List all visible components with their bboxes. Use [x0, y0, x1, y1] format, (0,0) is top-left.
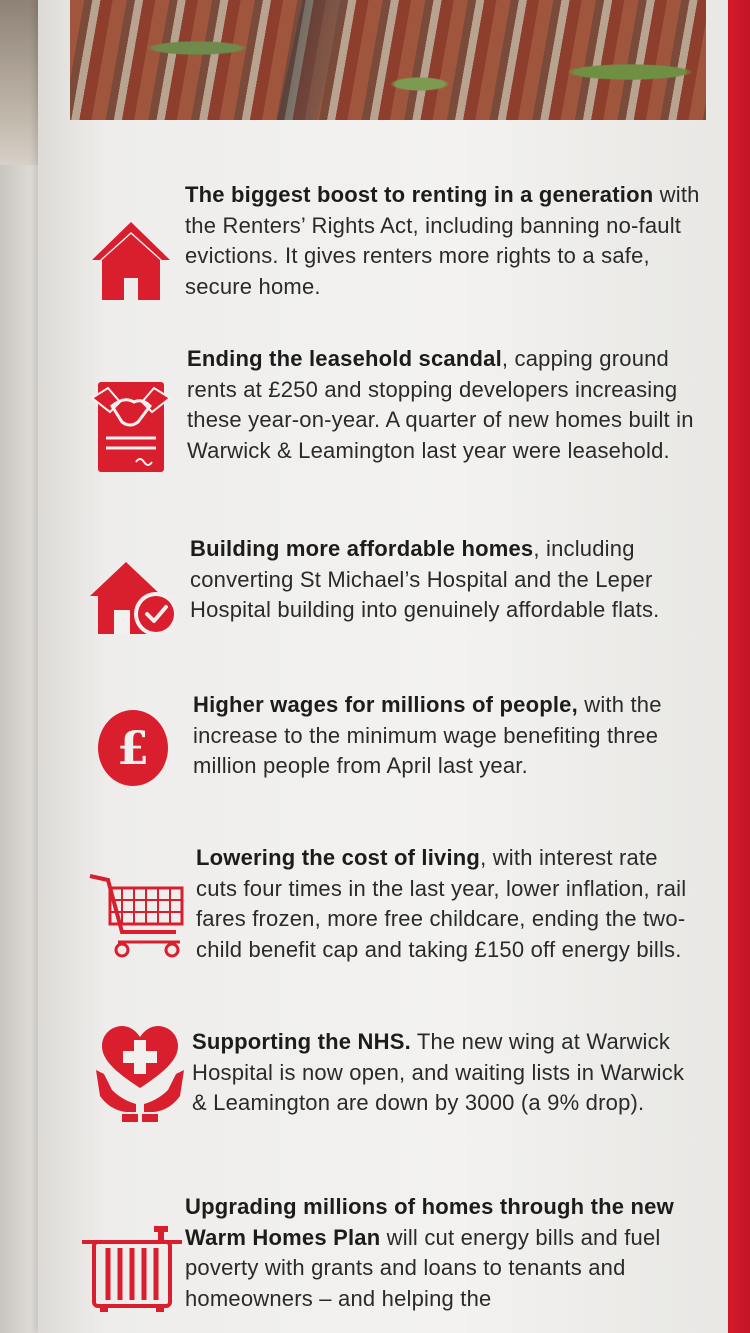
item-heading: Building more affordable homes: [190, 536, 534, 561]
item-body: with the Renters’ Rights Act, including banning no-fault evictions. It gives renters more rights to a safe, secure home.: [185, 182, 700, 299]
item-body: , including converting St Michael’s Hospital and the Leper Hospital building into genuinely affordable flats.: [190, 536, 660, 622]
item-body: , capping ground rents at £250 and stopping developers increasing these year-on-year. A quarter of new homes built in Warwick & Leamington last year were leasehold.: [187, 346, 694, 463]
house-icon: [88, 216, 174, 302]
radiator-icon: [82, 1222, 182, 1312]
item-body: will cut energy bills and fuel poverty with grants and loans to tenants and homeowners – and helping the: [185, 1224, 661, 1311]
town-aerial-photo: [70, 0, 706, 120]
item-heading: Ending the leasehold scandal: [187, 346, 502, 371]
item-heading: Lowering the cost of living: [196, 845, 481, 870]
item-body: The new wing at Warwick Hospital is now open, and waiting lists in Warwick & Leamington are down by 3000 (a 9% drop).: [192, 1029, 685, 1115]
item-heading: The biggest boost to renting in a generation: [185, 182, 654, 207]
handshake-document-icon: [90, 378, 172, 476]
adjacent-page-photo: [0, 0, 40, 165]
item-heading: Higher wages for millions of people,: [193, 692, 578, 717]
house-check-icon: [90, 560, 182, 638]
item-body: , with interest rate cuts four times in the last year, lower inflation, rail fares frozen, more free childcare, ending the two-child benefit cap and taking £150 off energy bills.: [196, 845, 687, 962]
item-heading: Upgrading millions of homes through the new Warm Homes Plan: [185, 1194, 674, 1250]
heart-hands-icon: [92, 1024, 188, 1124]
pound-coin-icon: [96, 708, 170, 788]
adjacent-page-edge: [0, 0, 42, 1333]
item-heading: Supporting the NHS.: [192, 1029, 411, 1054]
svg-text:£: £: [116, 721, 150, 775]
shopping-cart-icon: [88, 870, 188, 960]
item-body: with the increase to the minimum wage benefiting three million people from April last year.: [193, 692, 662, 778]
